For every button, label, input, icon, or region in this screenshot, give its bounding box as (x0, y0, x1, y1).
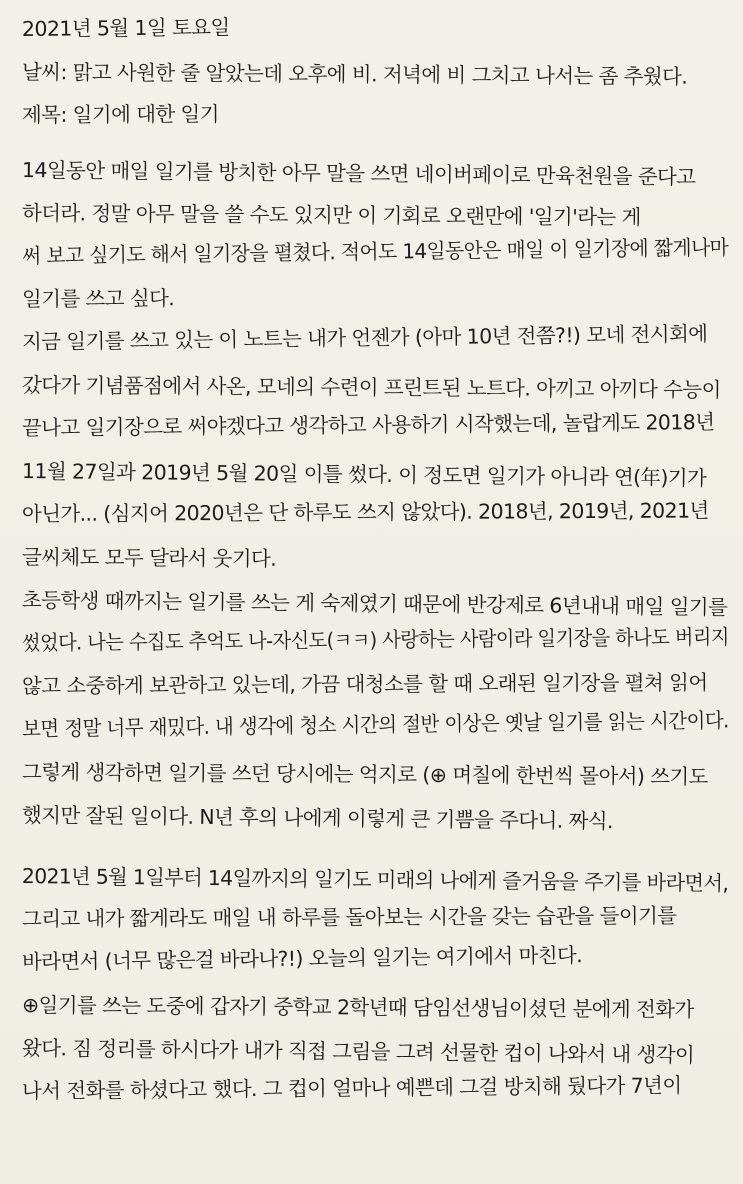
diary-line (22, 8, 729, 51)
text-line: 11월 27일과 2019년 5월 20일 이틀 썼다. 이 정도면 일기가 아니라 연(年)기가 (21, 459, 707, 491)
text-line: 그리고 내가 짧게라도 매일 내 하루를 돌아보는 시간을 갖는 습관을 들이기를 (21, 903, 677, 932)
paragraph-3 (22, 579, 729, 837)
text-line: 글씨체도 모두 달라서 웃기다. (21, 545, 277, 572)
paragraph-1 (22, 149, 729, 321)
text-line: 왔다. 짐 정리를 하시다가 내가 직접 그림을 그려 선물한 컵이 나와서 내 생각이 (21, 1036, 695, 1068)
text-line: 아닌가... (심지어 2020년은 단 하루도 쓰지 않았다). 2018년, 2019년, 2021년 (21, 498, 709, 527)
text-line: 하더라. 정말 아무 말을 쓸 수도 있지만 이 기회로 오랜만에 '일기'라는 게 (21, 201, 641, 230)
text-line: 바라면서 (너무 많은걸 바라나?!) 오늘의 일기는 여기에서 마친다. (21, 943, 583, 975)
text-line: 그렇게 생각하면 일기를 쓰던 당시에는 억지로 (⊕ 며칠에 한번씩 몰아서) 쓰기도 (21, 760, 708, 790)
text-line: 했지만 잘된 일이다. N년 후의 나에게 이렇게 큰 기쁨을 주다니. 짜식. (21, 803, 614, 834)
diary-line (22, 94, 729, 137)
text-line: ⊕일기를 쓰는 도중에 갑자기 중학교 2학년때 담임선생님이셨던 분에게 전화가 (21, 993, 694, 1022)
text-line: 썼었다. 나는 수집도 추억도 나-자신도(ㅋㅋ) 사랑하는 사람이라 일기장을 하나도 버리지 (21, 625, 730, 656)
diary-date: 2021년 5월 1일 토요일 (21, 15, 230, 42)
text-line: 않고 소중하게 보관하고 있는데, 가끔 대청소를 할 때 오래된 일기장을 펼쳐 읽어 (21, 670, 708, 699)
text-line: 14일동안 매일 일기를 방치한 아무 말을 쓰면 네이버페이로 만육천원을 준다고 (21, 158, 696, 190)
paragraph-5 (22, 984, 729, 1113)
paragraph-4 (22, 855, 729, 984)
text-line: 지금 일기를 쓰고 있는 이 노트는 내가 언젠가 (아마 10년 전쯤?!) 모네 전시회에 (21, 321, 708, 355)
diary-line (22, 51, 729, 94)
text-line: 일기를 쓰고 싶다. (21, 286, 175, 312)
text-line: 갔다가 기념품점에서 사온, 모네의 수련이 프린트된 노트다. 아끼고 아끼다 수능이 (21, 373, 721, 403)
text-line: 초등학생 때까지는 일기를 쓰는 게 숙제였기 때문에 반강제로 6년내내 매일 일기를 (21, 588, 728, 620)
diary-weather: 날씨: 맑고 사원한 줄 알았는데 오후에 비. 저녁에 비 그치고 나서는 좀 추웠다. (21, 60, 688, 89)
diary-title: 제목: 일기에 대한 일기 (21, 102, 219, 128)
text-line: 나서 전화를 하셨다고 했다. 그 컵이 얼마나 예쁜데 그걸 방치해 뒀다가 7년이 (21, 1073, 682, 1104)
text-line: 보면 정말 너무 재밌다. 내 생각에 청소 시간의 절반 이상은 옛날 일기를 읽는 시간이다. (21, 708, 729, 742)
text-line: 2021년 5월 1일부터 14일까지의 일기도 미래의 나에게 즐거움을 주기를 바라면서, (21, 864, 729, 896)
paragraph-2 (22, 321, 729, 579)
text-line: 끝나고 일기장으로 써야겠다고 생각하고 사용하기 시작했는데, 놀랍게도 2018년 (21, 410, 715, 441)
text-line: 써 보고 싶기도 해서 일기장을 펼쳤다. 적어도 14일동안은 매일 이 일기장에 짧게나마 (21, 235, 729, 269)
